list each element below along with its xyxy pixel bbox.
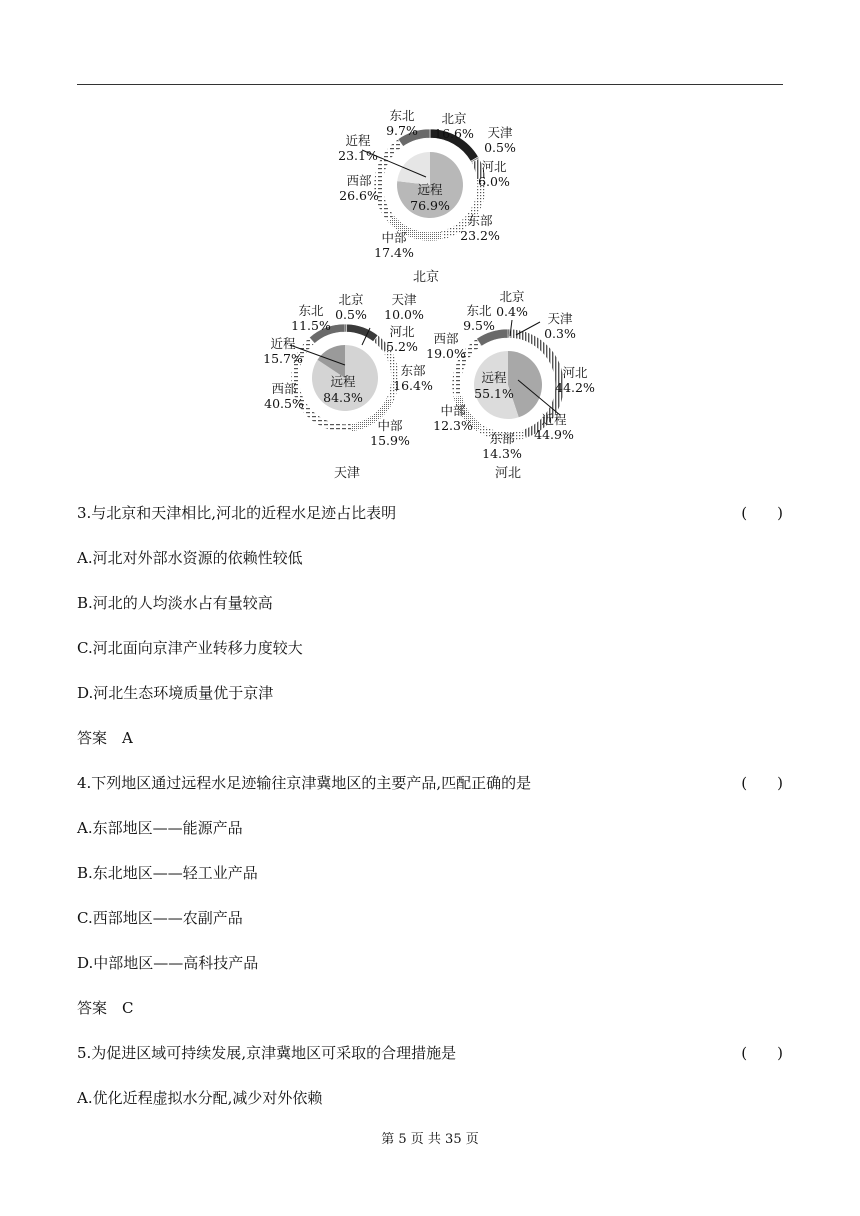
chart-caption: 北京: [412, 270, 440, 285]
label-pct: 16.4%: [393, 378, 433, 393]
answer-line: 答案 C: [77, 999, 134, 1017]
option-a: A.东部地区——能源产品: [77, 819, 243, 837]
label-name: 天津: [547, 311, 573, 326]
label-name: 河北: [562, 365, 588, 380]
water-footprint-figure: [0, 0, 860, 490]
label-name: 西部: [346, 173, 372, 188]
label-name: 近程: [541, 412, 567, 427]
page-footer: 第 5 页 共 35 页: [381, 1132, 479, 1147]
label-name: 河北: [481, 159, 507, 174]
label-pct: 12.3%: [433, 418, 473, 433]
label-pct: 9.7%: [386, 123, 418, 138]
chart-beijing: [338, 108, 516, 285]
label-pct: 17.4%: [374, 245, 414, 260]
label-pct: 40.5%: [264, 396, 304, 411]
option-c: C.河北面向京津产业转移力度较大: [77, 639, 303, 657]
label-name: 天津: [391, 292, 417, 307]
label-pct: 23.1%: [338, 148, 378, 163]
option-a: A.优化近程虚拟水分配,减少对外依赖: [77, 1089, 323, 1107]
label-pct: 0.5%: [335, 307, 367, 322]
option-d: D.中部地区——高科技产品: [77, 954, 259, 972]
label-name: 河北: [389, 324, 415, 339]
label-name: 东部: [489, 431, 515, 446]
question-4-stem: [77, 772, 783, 793]
label-pct: 16.6%: [434, 126, 474, 141]
chart-caption: 河北: [494, 466, 522, 481]
question-stem-text: 4.下列地区通过远程水足迹输往京津冀地区的主要产品,匹配正确的是: [77, 774, 532, 792]
question-stem-text: 5.为促进区域可持续发展,京津冀地区可采取的合理措施是: [77, 1044, 457, 1062]
outer-slice-东部: [383, 348, 399, 401]
label-name: 中部: [440, 403, 466, 418]
label-name: 西部: [433, 331, 459, 346]
option-b: B.东北地区——轻工业产品: [77, 864, 258, 882]
label-name: 东北: [389, 108, 415, 123]
option-c: C.西部地区——农副产品: [77, 909, 243, 927]
question-5-stem: [77, 1042, 783, 1063]
answer-bracket: ( ): [741, 504, 783, 522]
center-label: 远程: [481, 370, 507, 385]
label-pct: 26.6%: [339, 188, 379, 203]
label-name: 近程: [345, 133, 371, 148]
chart-tianjin: [263, 292, 433, 481]
label-pct: 10.0%: [384, 307, 424, 322]
question-stem-text: 3.与北京和天津相比,河北的近程水足迹占比表明: [77, 504, 397, 522]
label-pct: 6.0%: [478, 174, 510, 189]
label-pct: 0.5%: [484, 140, 516, 155]
chart-caption: 天津: [333, 466, 361, 481]
label-name: 中部: [381, 230, 407, 245]
center-label: 远程: [330, 374, 356, 389]
label-name: 北京: [441, 111, 467, 126]
label-pct: 15.7%: [263, 351, 303, 366]
label-name: 天津: [487, 125, 513, 140]
label-name: 东部: [400, 363, 426, 378]
center-value: 55.1%: [474, 386, 514, 401]
option-b: B.河北的人均淡水占有量较高: [77, 594, 273, 612]
center-label: 远程: [417, 182, 443, 197]
label-pct: 14.3%: [482, 446, 522, 461]
label-name: 东北: [466, 303, 492, 318]
option-a: A.河北对外部水资源的依赖性较低: [77, 549, 303, 567]
label-pct: 5.2%: [386, 339, 418, 354]
label-name: 近程: [270, 336, 296, 351]
label-pct: 44.9%: [534, 427, 574, 442]
outer-slice-天津: [346, 324, 378, 342]
label-pct: 0.4%: [496, 304, 528, 319]
inner-slice-近程: [397, 152, 430, 185]
label-pct: 19.0%: [426, 346, 466, 361]
option-d: D.河北生态环境质量优于京津: [77, 684, 274, 702]
label-pct: 0.3%: [544, 326, 576, 341]
label-name: 东北: [298, 303, 324, 318]
center-value: 84.3%: [323, 390, 363, 405]
label-pct: 15.9%: [370, 433, 410, 448]
label-pct: 23.2%: [460, 228, 500, 243]
answer-line: 答案 A: [77, 729, 133, 747]
chart-hebei: [426, 289, 595, 481]
label-name: 东部: [467, 213, 493, 228]
center-value: 76.9%: [410, 198, 450, 213]
label-name: 北京: [338, 292, 364, 307]
answer-bracket: ( ): [741, 1044, 783, 1062]
question-3-stem: [77, 502, 783, 523]
label-pct: 44.2%: [555, 380, 595, 395]
label-pct: 11.5%: [291, 318, 331, 333]
label-name: 北京: [499, 289, 525, 304]
label-pct: 9.5%: [463, 318, 495, 333]
label-name: 中部: [377, 418, 403, 433]
label-name: 西部: [271, 381, 297, 396]
answer-bracket: ( ): [741, 774, 783, 792]
